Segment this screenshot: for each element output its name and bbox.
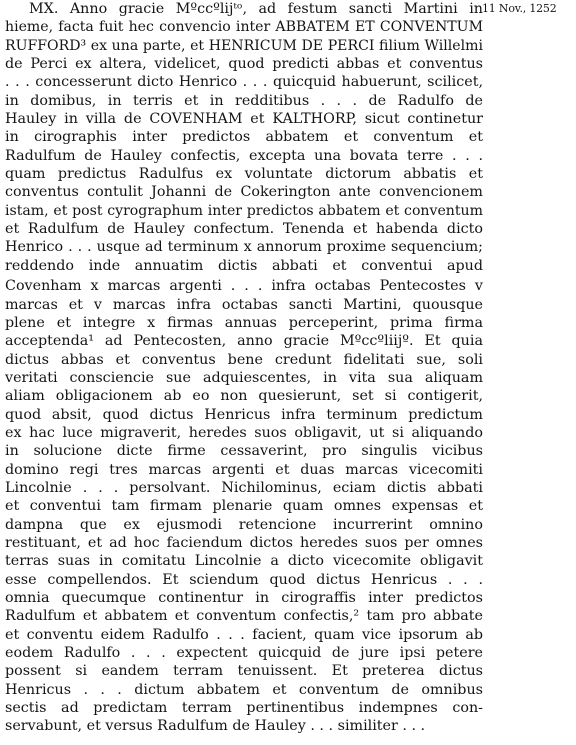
text-line: sectis ad predictam terram pertinentibus indempnes con- bbox=[5, 700, 483, 717]
text-line: esse compellendos. Et sciendum quod dictus Henricus . . . bbox=[5, 571, 483, 588]
text-line: domino regi tres marcas argenti et duas marcas vicecomiti bbox=[5, 461, 483, 478]
text-line: MX. Anno gracie Mºccºlijᵗᵒ, ad festum sancti Martini in bbox=[29, 1, 483, 17]
text-line: marcas et v marcas infra octabas sancti Martini, quousque bbox=[5, 296, 483, 313]
text-line: et conventu eidem Radulfo . . . facient, quam vice ipsorum ab bbox=[5, 626, 483, 643]
text-line: acceptenda¹ ad Pentecosten, anno gracie Mºccºliijº. Et quia bbox=[5, 333, 483, 350]
text-line: dampna que ex ejusmodi retencione incurrerint omnino bbox=[5, 516, 483, 533]
text-line: . . . concesserunt dicto Henrico . . . quicquid habuerunt, scilicet, bbox=[5, 74, 483, 91]
text-line: reddendo inde annuatim dictis abbati et conventui apud bbox=[5, 257, 483, 274]
charter-text bbox=[5, 0, 483, 736]
margin-date-note: 11 Nov., 1252 bbox=[482, 2, 557, 15]
text-line: de Perci ex altera, videlicet, quod predicti abbas et conventus bbox=[5, 56, 483, 73]
text-line: Lincolnie . . . persolvant. Nichilominus, eciam dictis abbati bbox=[5, 479, 483, 496]
text-line: Radulfum et abbatem et conventum confectis,² tam pro abbate bbox=[5, 608, 483, 625]
text-line: Radulfum de Hauley confectis, excepta una bovata terre . . . bbox=[5, 147, 483, 164]
text-line: servabunt, et versus Radulfum de Hauley . . . similiter . . . bbox=[5, 718, 426, 735]
text-line: et Radulfum de Hauley confectum. Tenenda et habenda dicto bbox=[5, 221, 483, 238]
text-line: istam, et post cyrographum inter predictos abbatem et conventum bbox=[5, 202, 483, 219]
text-line: quod absit, quod dictus Henricus infra terminum predictum bbox=[5, 406, 483, 423]
text-line: aliam obligacionem ab eo non quesierunt, set si contigerit, bbox=[5, 388, 483, 405]
text-line: quam predictus Radulfus ex voluntate dictorum abbatis et bbox=[5, 166, 483, 183]
text-line: Covenham x marcas argenti . . . infra octabas Pentecostes v bbox=[5, 278, 483, 295]
text-line: RUFFORD³ ex una parte, et HENRICUM DE PERCI filium Willelmi bbox=[5, 37, 483, 54]
text-line: conventus contulit Johanni de Cokerington ante convencionem bbox=[5, 184, 483, 201]
text-line: Henrico . . . usque ad terminum x annorum proxime sequencium; bbox=[5, 239, 483, 256]
text-line: ex hac luce migraverit, heredes suos obligavit, ut si aliquando bbox=[5, 424, 483, 441]
text-line: Henricus . . . dictum abbatem et conventum de omnibus bbox=[5, 681, 483, 698]
text-line: possent si eandem terram tenuissent. Et preterea dictus bbox=[5, 663, 483, 680]
text-line: in solucione dicte firme cessaverint, pro singulis vicibus bbox=[5, 443, 483, 460]
text-line: dictus abbas et conventus bene credunt fidelitati sue, soli bbox=[5, 351, 483, 368]
text-line: plene et integre x firmas annuas perceperint, prima firma bbox=[5, 314, 483, 331]
text-line: restituant, et ad hoc faciendum dictos heredes suos per omnes bbox=[5, 534, 483, 551]
text-line: hieme, facta fuit hec convencio inter ABBATEM ET CONVENTUM bbox=[5, 19, 483, 36]
text-line: veritati consciencie sue adquiescentes, in vita sua aliquam bbox=[5, 369, 483, 386]
text-line: eodem Radulfo . . . expectent quicquid de jure ipsi petere bbox=[5, 645, 483, 662]
text-line: omnia quecumque continentur in cirograffis inter predictos bbox=[5, 590, 483, 606]
text-line: in domibus, in terris et in redditibus . . . de Radulfo de bbox=[5, 92, 483, 109]
text-line: Hauley in villa de COVENHAM et KALTHORP, sicut continetur bbox=[5, 111, 483, 128]
text-line: in cirographis inter predictos abbatem et conventum et bbox=[5, 129, 483, 146]
text-line: et conventui tam firmam plenarie quam omnes expensas et bbox=[5, 498, 483, 515]
text-line: terras suas in comitatu Lincolnie a dicto vicecomite obligavit bbox=[5, 553, 483, 570]
